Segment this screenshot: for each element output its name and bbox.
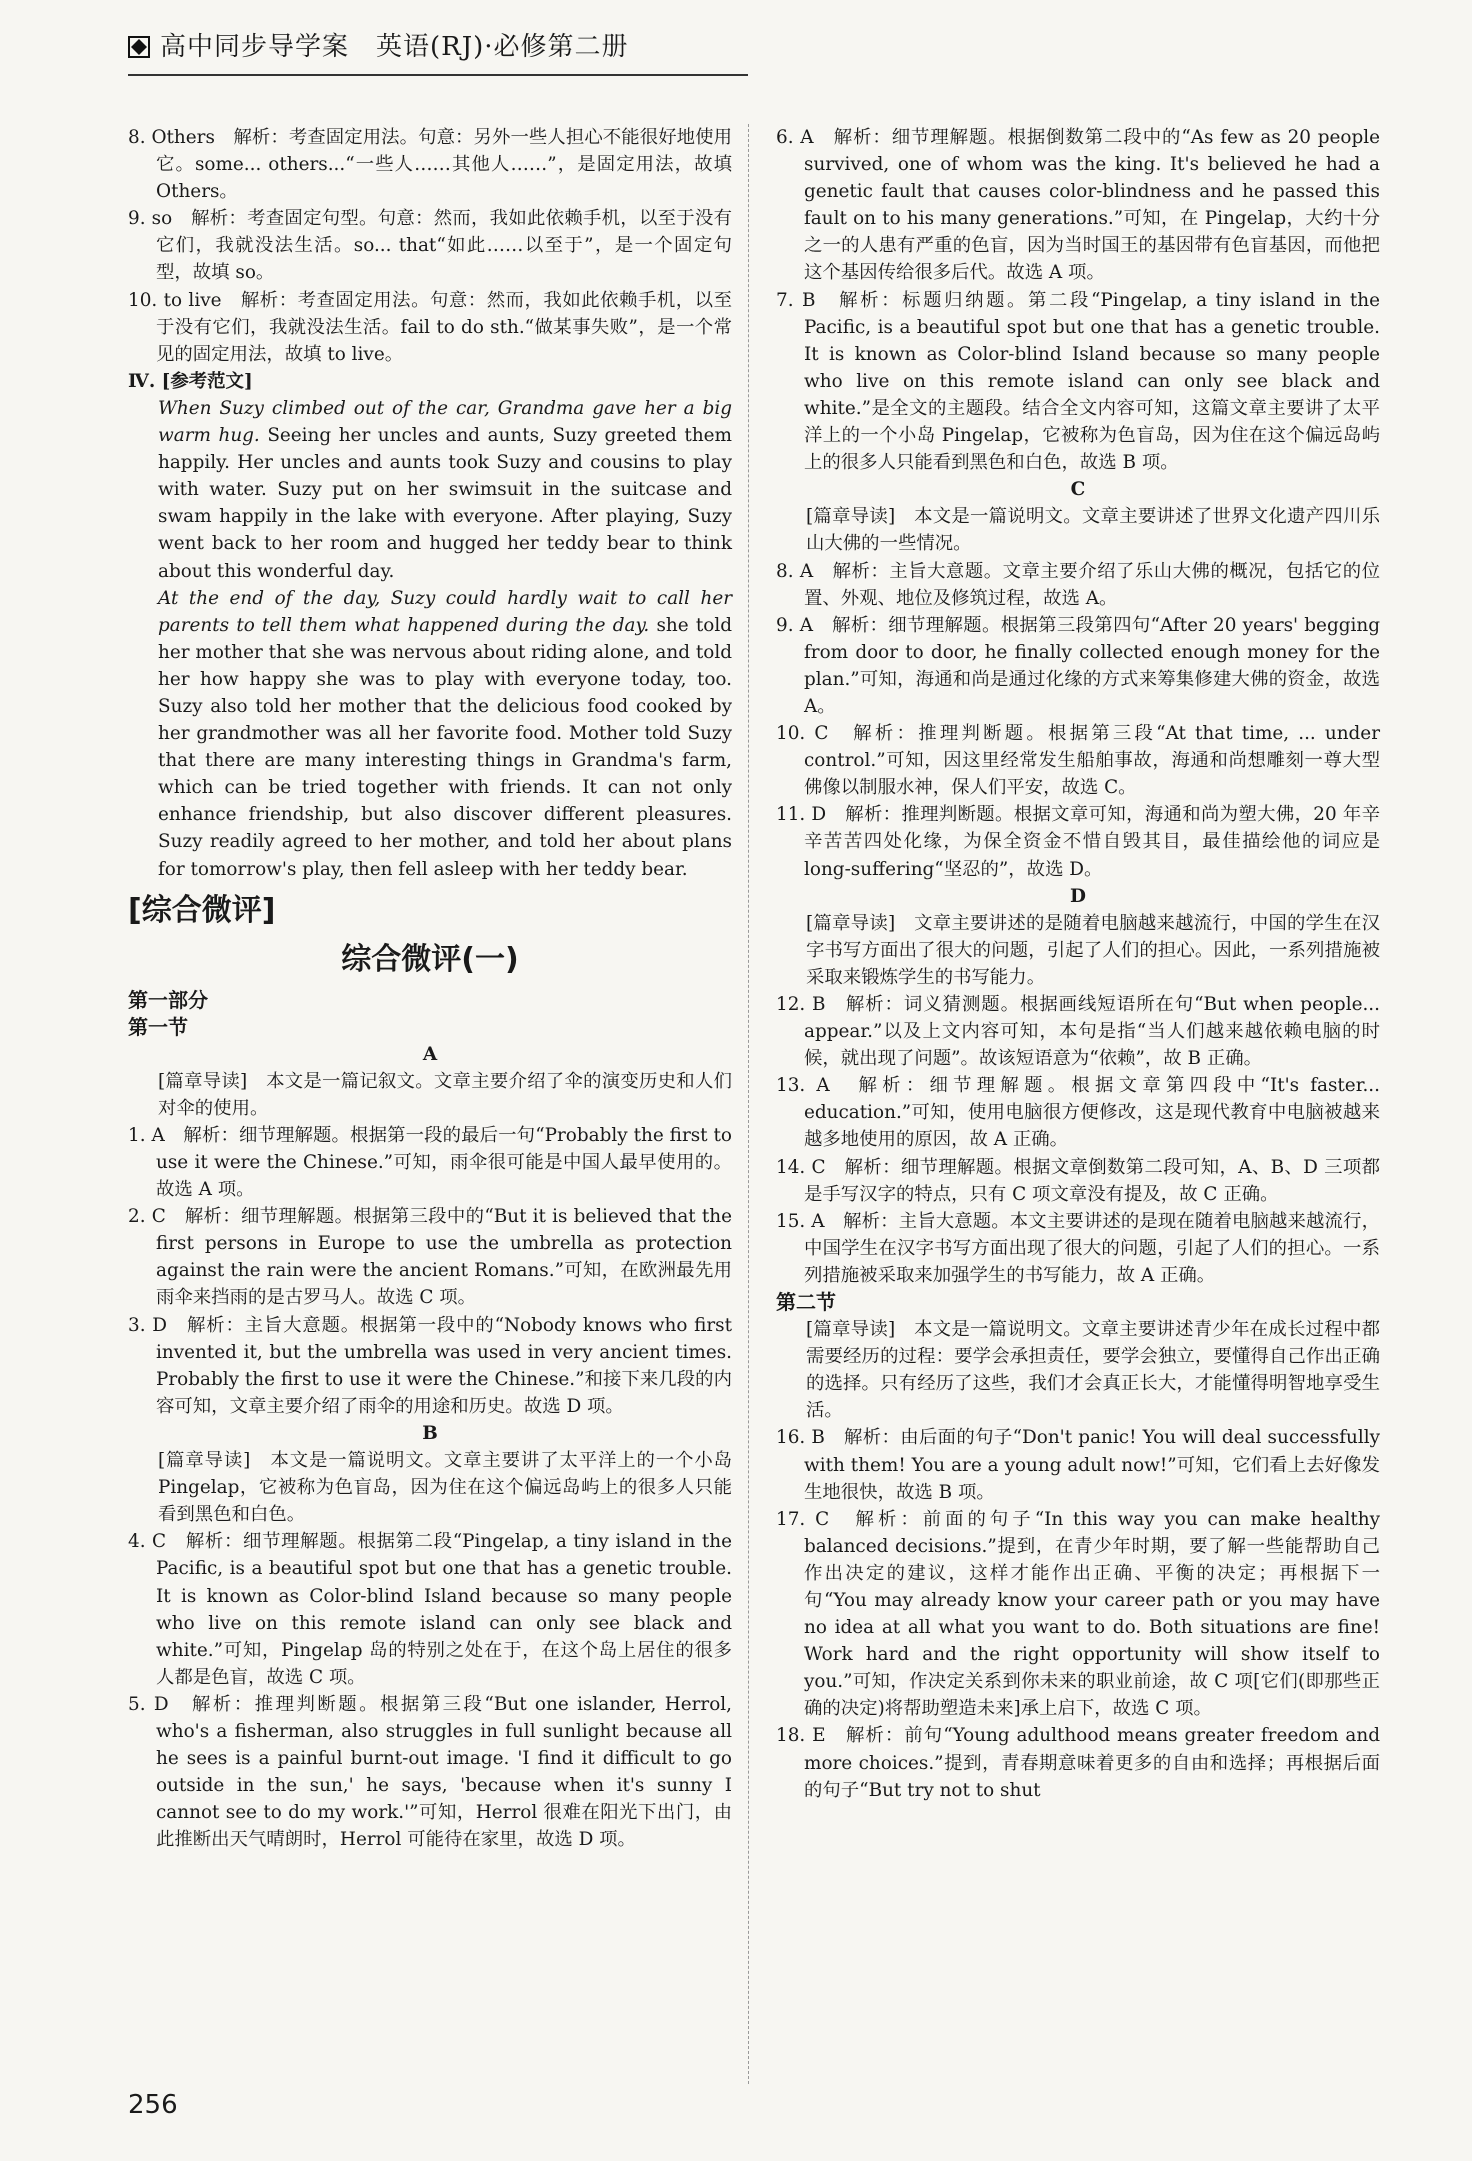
passage-guide: [篇章导读] 本文是一篇说明文。文章主要讲述青少年在成长过程中都需要经历的过程：要学会承担责任，要学会独立，要懂得自己作出正确的选择。只有经历了这些，我们才会真正长大，才能懂得明智地享受生活。 bbox=[806, 1319, 1380, 1422]
answer-item: 3. D 解析：主旨大意题。根据第一段中的“Nobody knows who first invented it, but the umbrella was used in very ancient times. Probably the first to use it were the Chinese.”和接下来几段的内容可知，文章主要介绍了雨伞的用途和历史。故选 D 项。 bbox=[128, 1314, 732, 1417]
essay-paragraph bbox=[128, 395, 732, 585]
answer-item: 7. B 解析：标题归纳题。第二段“Pingelap, a tiny island in the Pacific, is a beautiful spot but one that has a genetic trouble. It is known as Color-blind Island because so many people who live on this remote island can only see black and white.”是全文的主题段。结合全文内容可知，这篇文章主要讲了太平洋上的一个小岛 Pingelap，它被称为色盲岛，因为住在这个偏远岛屿上的很多人只能看到黑色和白色，故选 B 项。 bbox=[776, 289, 1380, 474]
subpart-heading: 第二节 bbox=[776, 1290, 836, 1315]
reference-essay-title: Ⅳ. [参考范文] bbox=[128, 370, 253, 392]
passage-letter: C bbox=[1070, 479, 1086, 501]
answer-item: 4. C 解析：细节理解题。根据第二段“Pingelap, a tiny island in the Pacific, is a beautiful spot but one that has a genetic trouble. It is known as Color-blind Island because so many people who live on this remote island can only see black and white.”可知，Pingelap 岛的特别之处在于，在这个岛上居住的很多人都是色盲，故选 C 项。 bbox=[128, 1531, 732, 1688]
page-number: 256 bbox=[128, 2090, 178, 2120]
answer-item: 16. B 解析：由后面的句子“Don't panic! You will deal successfully with them! You are a young adult now!”可知，它们看上去好像发生地很快，故选 B 项。 bbox=[776, 1427, 1380, 1503]
answer-item: 12. B 解析：词义猜测题。根据画线短语所在句“But when people... appear.”以及上文内容可知，本句是指“当人们越来越依赖电脑的时候，就出现了问题”。故该短语意为“依赖”，故 B 正确。 bbox=[776, 994, 1380, 1070]
passage-letter: D bbox=[1070, 885, 1086, 907]
passage-letter: B bbox=[422, 1422, 438, 1444]
answer-item: 9. A 解析：细节理解题。根据第三段第四句“After 20 years' begging from door to door, he finally collected enough money for the plan.”可知，海通和尚是通过化缘的方式来筹集修建大佛的资金，故选 A。 bbox=[776, 614, 1380, 717]
answer-item: 2. C 解析：细节理解题。根据第三段中的“But it is believed that the first persons in Europe to use the umbrella as protection against the rain were the ancient Romans.”可知，在欧洲最先用雨伞来挡雨的是古罗马人。故选 C 项。 bbox=[128, 1206, 732, 1309]
header-rule bbox=[128, 74, 748, 76]
answer-item: 8. Others 解析：考查固定用法。句意：另外一些人担心不能很好地使用它。some... others...“一些人……其他人……”，是固定用法，故填 Others。 bbox=[128, 127, 732, 203]
answer-item: 5. D 解析：推理判断题。根据第三段“But one islander, Herrol, who's a fisherman, also struggles in full sunlight because all he sees is a painful burnt-out image. 'I find it difficult to go outside in the sun,' he says, 'because when it's sunny I cannot see to do my work.'”可知，Herrol 很难在阳光下出门，由此推断出天气晴朗时，Herrol 可能待在家里，故选 D 项。 bbox=[128, 1693, 732, 1851]
left-column bbox=[128, 124, 732, 1853]
answer-item: 14. C 解析：细节理解题。根据文章倒数第二段可知，A、B、D 三项都是手写汉字的特点，只有 C 项文章没有提及，故 C 正确。 bbox=[776, 1156, 1380, 1205]
answer-item: 17. C 解析：前面的句子“In this way you can make healthy balanced decisions.”提到，在青少年时期，要了解一些能帮助自己作出决定的建议，这样才能作出正确、平衡的决定；再根据下一句“You may already know your career path or you may have no idea at all what you want to do. Both situations are fine! Work hard and the right opportunity will show itself to you.”可知，作决定关系到你未来的职业前途，故 C 项[它们(即那些正确的决定)将帮助塑造未来]承上启下，故选 C 项。 bbox=[776, 1508, 1380, 1720]
subpart-heading: 第一节 bbox=[128, 1014, 188, 1039]
answer-item: 6. A 解析：细节理解题。根据倒数第二段中的“As few as 20 people survived, one of whom was the king. It's believed he had a genetic fault that causes color-blindness and he passed this fault on to his many generations.”可知，在 Pingelap，大约十分之一的人患有严重的色盲，因为当时国王的基因带有色盲基因，而他把这个基因传给很多后代。故选 A 项。 bbox=[776, 127, 1380, 284]
answer-item: 15. A 解析：主旨大意题。本文主要讲述的是现在随着电脑越来越流行，中国学生在汉字书写方面出现了很大的问题，引起了人们的担心。一系列措施被采取来加强学生的书写能力，故 A 正确。 bbox=[776, 1210, 1380, 1286]
essay-paragraph bbox=[128, 585, 732, 883]
passage-letter: A bbox=[422, 1043, 438, 1065]
answer-item: 10. to live 解析：考查固定用法。句意：然而，我如此依赖手机，以至于没有它们，我就没法生活。fail to do sth.“做某事失败”，是一个常见的固定用法，故填 to live。 bbox=[128, 289, 732, 365]
diamond-logo-icon bbox=[128, 36, 150, 58]
answer-item: 13. A 解析：细节理解题。根据文章第四段中“It's faster... education.”可知，使用电脑很方便修改，这是现代教育中电脑被越来越多地使用的原因，故 A 正确。 bbox=[776, 1075, 1380, 1151]
part-heading: 第一部分 bbox=[128, 987, 208, 1012]
answer-item: 8. A 解析：主旨大意题。文章主要介绍了乐山大佛的概况，包括它的位置、外观、地位及修筑过程，故选 A。 bbox=[776, 560, 1380, 609]
column-divider bbox=[748, 124, 749, 2084]
passage-guide: [篇章导读] 本文是一篇说明文。文章主要讲述了世界文化遗产四川乐山大佛的一些情况。 bbox=[806, 506, 1380, 555]
essay-lead-sentence: At the end of the day, Suzy could hardly wait to call her parents to tell them what happened during the day. bbox=[158, 587, 732, 636]
right-column bbox=[776, 124, 1380, 1804]
answer-item: 11. D 解析：推理判断题。根据文章可知，海通和尚为塑大佛，20 年辛辛苦苦四处化缘，为保全资金不惜自毁其目，最佳描绘他的词应是 long-suffering“坚忍的”，故选 D。 bbox=[776, 804, 1380, 880]
answer-item: 18. E 解析：前句“Young adulthood means greater freedom and more choices.”提到，青春期意味着更多的自由和选择；再根据后面的句子“But try not to shut bbox=[776, 1725, 1380, 1801]
header-title: 高中同步导学案 英语(RJ)·必修第二册 bbox=[160, 32, 629, 62]
passage-guide: [篇章导读] 文章主要讲述的是随着电脑越来越流行，中国的学生在汉字书写方面出了很大的问题，引起了人们的担心。因此，一系列措施被采取来锻炼学生的书写能力。 bbox=[806, 912, 1380, 988]
answer-item: 1. A 解析：细节理解题。根据第一段的最后一句“Probably the first to use it were the Chinese.”可知，雨伞很可能是中国人最早使用的。故选 A 项。 bbox=[128, 1124, 732, 1201]
section-title: 综合微评(一) bbox=[341, 941, 519, 977]
answer-item: 10. C 解析：推理判断题。根据第三段“At that time, ... under control.”可知，因这里经常发生船舶事故，海通和尚想雕刻一尊大型佛像以制服水神，保人们平安，故选 C。 bbox=[776, 723, 1380, 799]
section-heading: [综合微评] bbox=[128, 892, 276, 928]
essay-lead-sentence: When Suzy climbed out of the car, Grandma gave her a big warm hug. bbox=[158, 397, 732, 447]
passage-guide: [篇章导读] 本文是一篇记叙文。文章主要介绍了伞的演变历史和人们对伞的使用。 bbox=[158, 1070, 732, 1119]
passage-guide: [篇章导读] 本文是一篇说明文。文章主要讲了太平洋上的一个小岛 Pingelap，它被称为色盲岛，因为住在这个偏远岛屿上的很多人只能看到黑色和白色。 bbox=[158, 1450, 732, 1526]
answer-item: 9. so 解析：考查固定句型。句意：然而，我如此依赖手机，以至于没有它们，我就没法生活。so... that“如此……以至于”，是一个固定句型，故填 so。 bbox=[128, 208, 732, 284]
essay-text: Seeing her uncles and aunts, Suzy greeted them happily. Her uncles and aunts took Suzy and cousins to play with water. Suzy put on her swimsuit in the suitcase and swam happily in the lake with everyone. After playing, Suzy went back to her room and hugged her teddy bear to think about this wonderful day. bbox=[158, 425, 732, 582]
essay-text: she told her mother that she was nervous about riding alone, and told her how happy she was to play with everyone today, too. Suzy also told her mother that the delicious food cooked by her grandmother was all her favorite food. Mother told Suzy that there are many interesting things in Grandma's farm, which can be tried together with friends. It can not only enhance friendship, but also discover different pleasures. Suzy readily agreed to her mother, and told her about plans for tomorrow's play, then fell asleep with her teddy bear. bbox=[158, 614, 732, 880]
running-header bbox=[128, 30, 629, 64]
